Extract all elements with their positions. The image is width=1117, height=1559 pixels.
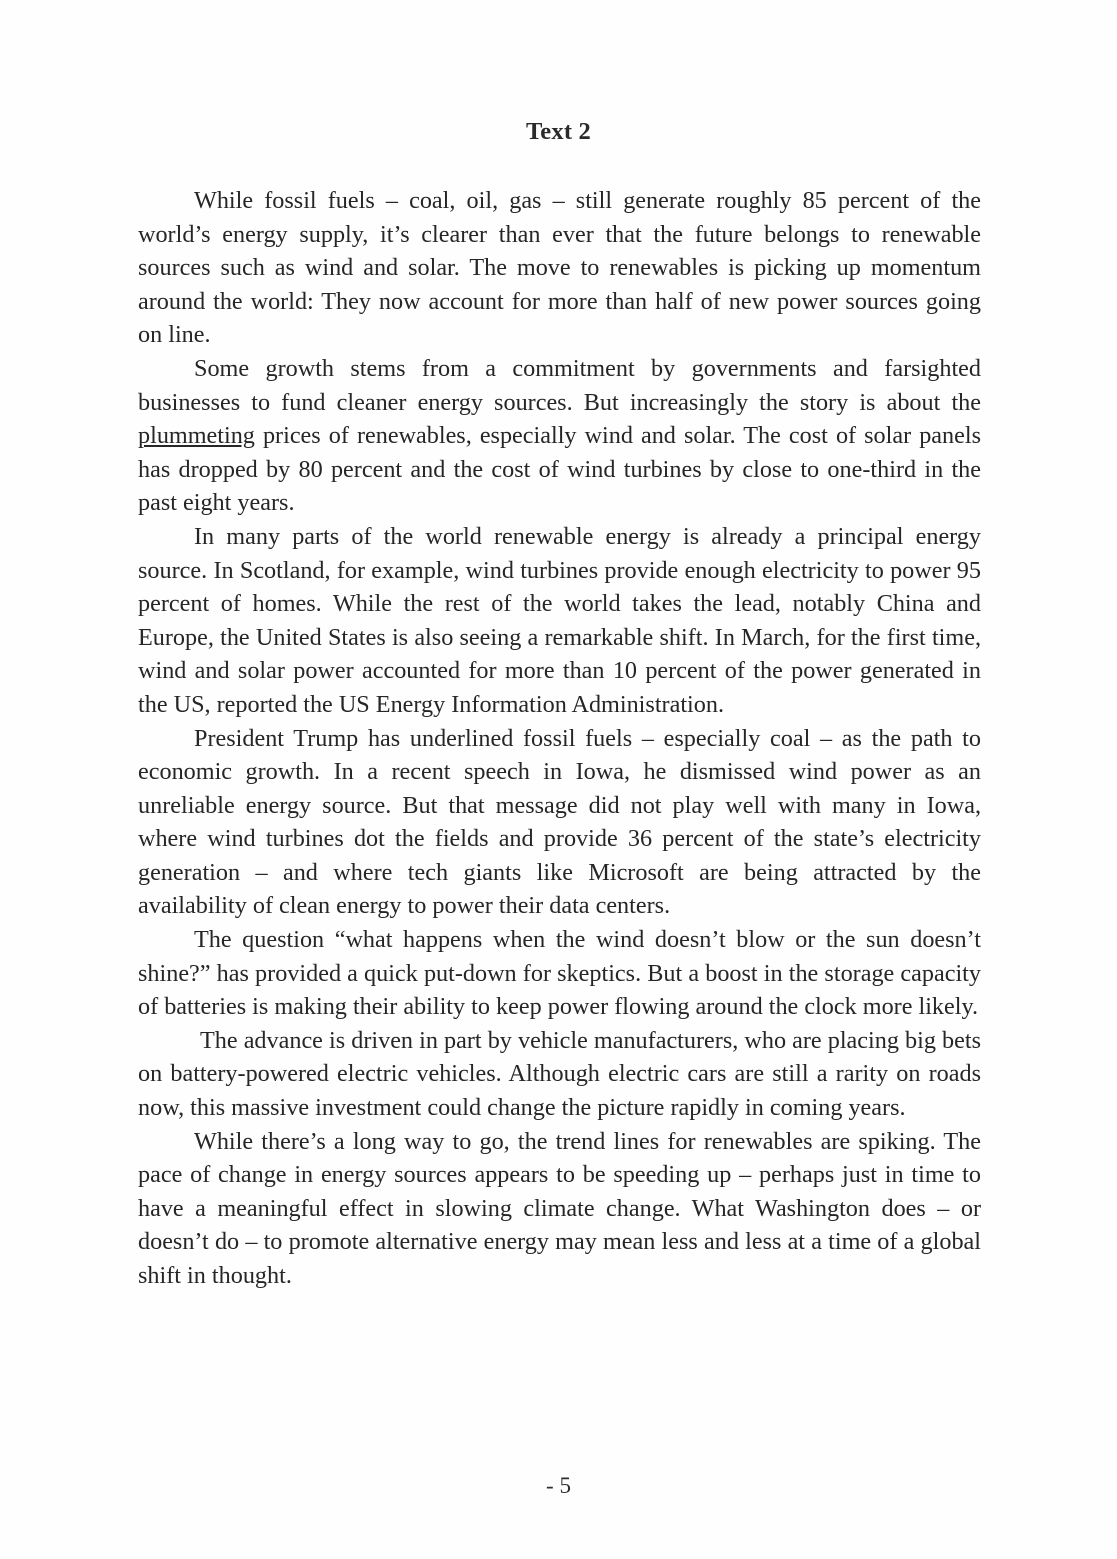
paragraph-3: In many parts of the world renewable energy is already a principal energy source. In Scotland, for example, wind turbines provide enough electricity to power 95 percent of homes. While the rest of the world takes the lead, notably China and Europe, the United States is also seeing a remarkable shift. In March, for the first time, wind and solar power accounted for more than 10 percent of the power generated in the US, reported the US Energy Information Administration.	[138, 522, 981, 718]
paragraph-4: President Trump has underlined fossil fuels – especially coal – as the path to economic growth. In a recent speech in Iowa, he dismissed wind power as an unreliable energy source. But that message did not play well with many in Iowa, where wind turbines dot the fields and provide 36 percent of the state’s electricity generation – and where tech giants like Microsoft are being attracted by the availability of clean energy to power their data centers.	[138, 724, 981, 920]
paragraph-7: While there’s a long way to go, the trend lines for renewables are spiking. The pace of change in energy sources appears to be speeding up – perhaps just in time to have a meaningful effect in slowing climate change. What Washington does – or doesn’t do – to promote alternative energy may mean less and less at a time of a global shift in thought.	[138, 1127, 981, 1289]
paragraph-1: While fossil fuels – coal, oil, gas – still generate roughly 85 percent of the world’s energy supply, it’s clearer than ever that the future belongs to renewable sources such as wind and solar. The move to renewables is picking up momentum around the world: They now account for more than half of new power sources going on line.	[138, 187, 981, 349]
paragraph-2-text-after: prices of renewables, especially wind and solar. The cost of solar panels has dropped by 80 percent and the cost of wind turbines by close to one-third in the past eight years.	[138, 422, 981, 517]
underlined-term-plummeting: plummeting	[138, 422, 255, 450]
document-body	[138, 184, 981, 1293]
paragraph-2	[138, 352, 981, 520]
paragraph-2-text-before: Some growth stems from a commitment by governments and farsighted businesses to fund cleaner energy sources. But increasingly the story is about the	[138, 354, 981, 416]
paragraph-6: The advance is driven in part by vehicle manufacturers, who are placing big bets on battery-powered electric vehicles. Although electric cars are still a rarity on roads now, this massive investment could change the picture rapidly in coming years.	[138, 1026, 981, 1122]
page-title: Text 2	[526, 118, 591, 145]
paragraph-5: The question “what happens when the wind doesn’t blow or the sun doesn’t shine?” has provided a quick put-down for skeptics. But a boost in the storage capacity of batteries is making their ability to keep power flowing around the clock more likely.	[138, 926, 981, 1021]
page-number-footer: - 5	[546, 1473, 571, 1498]
